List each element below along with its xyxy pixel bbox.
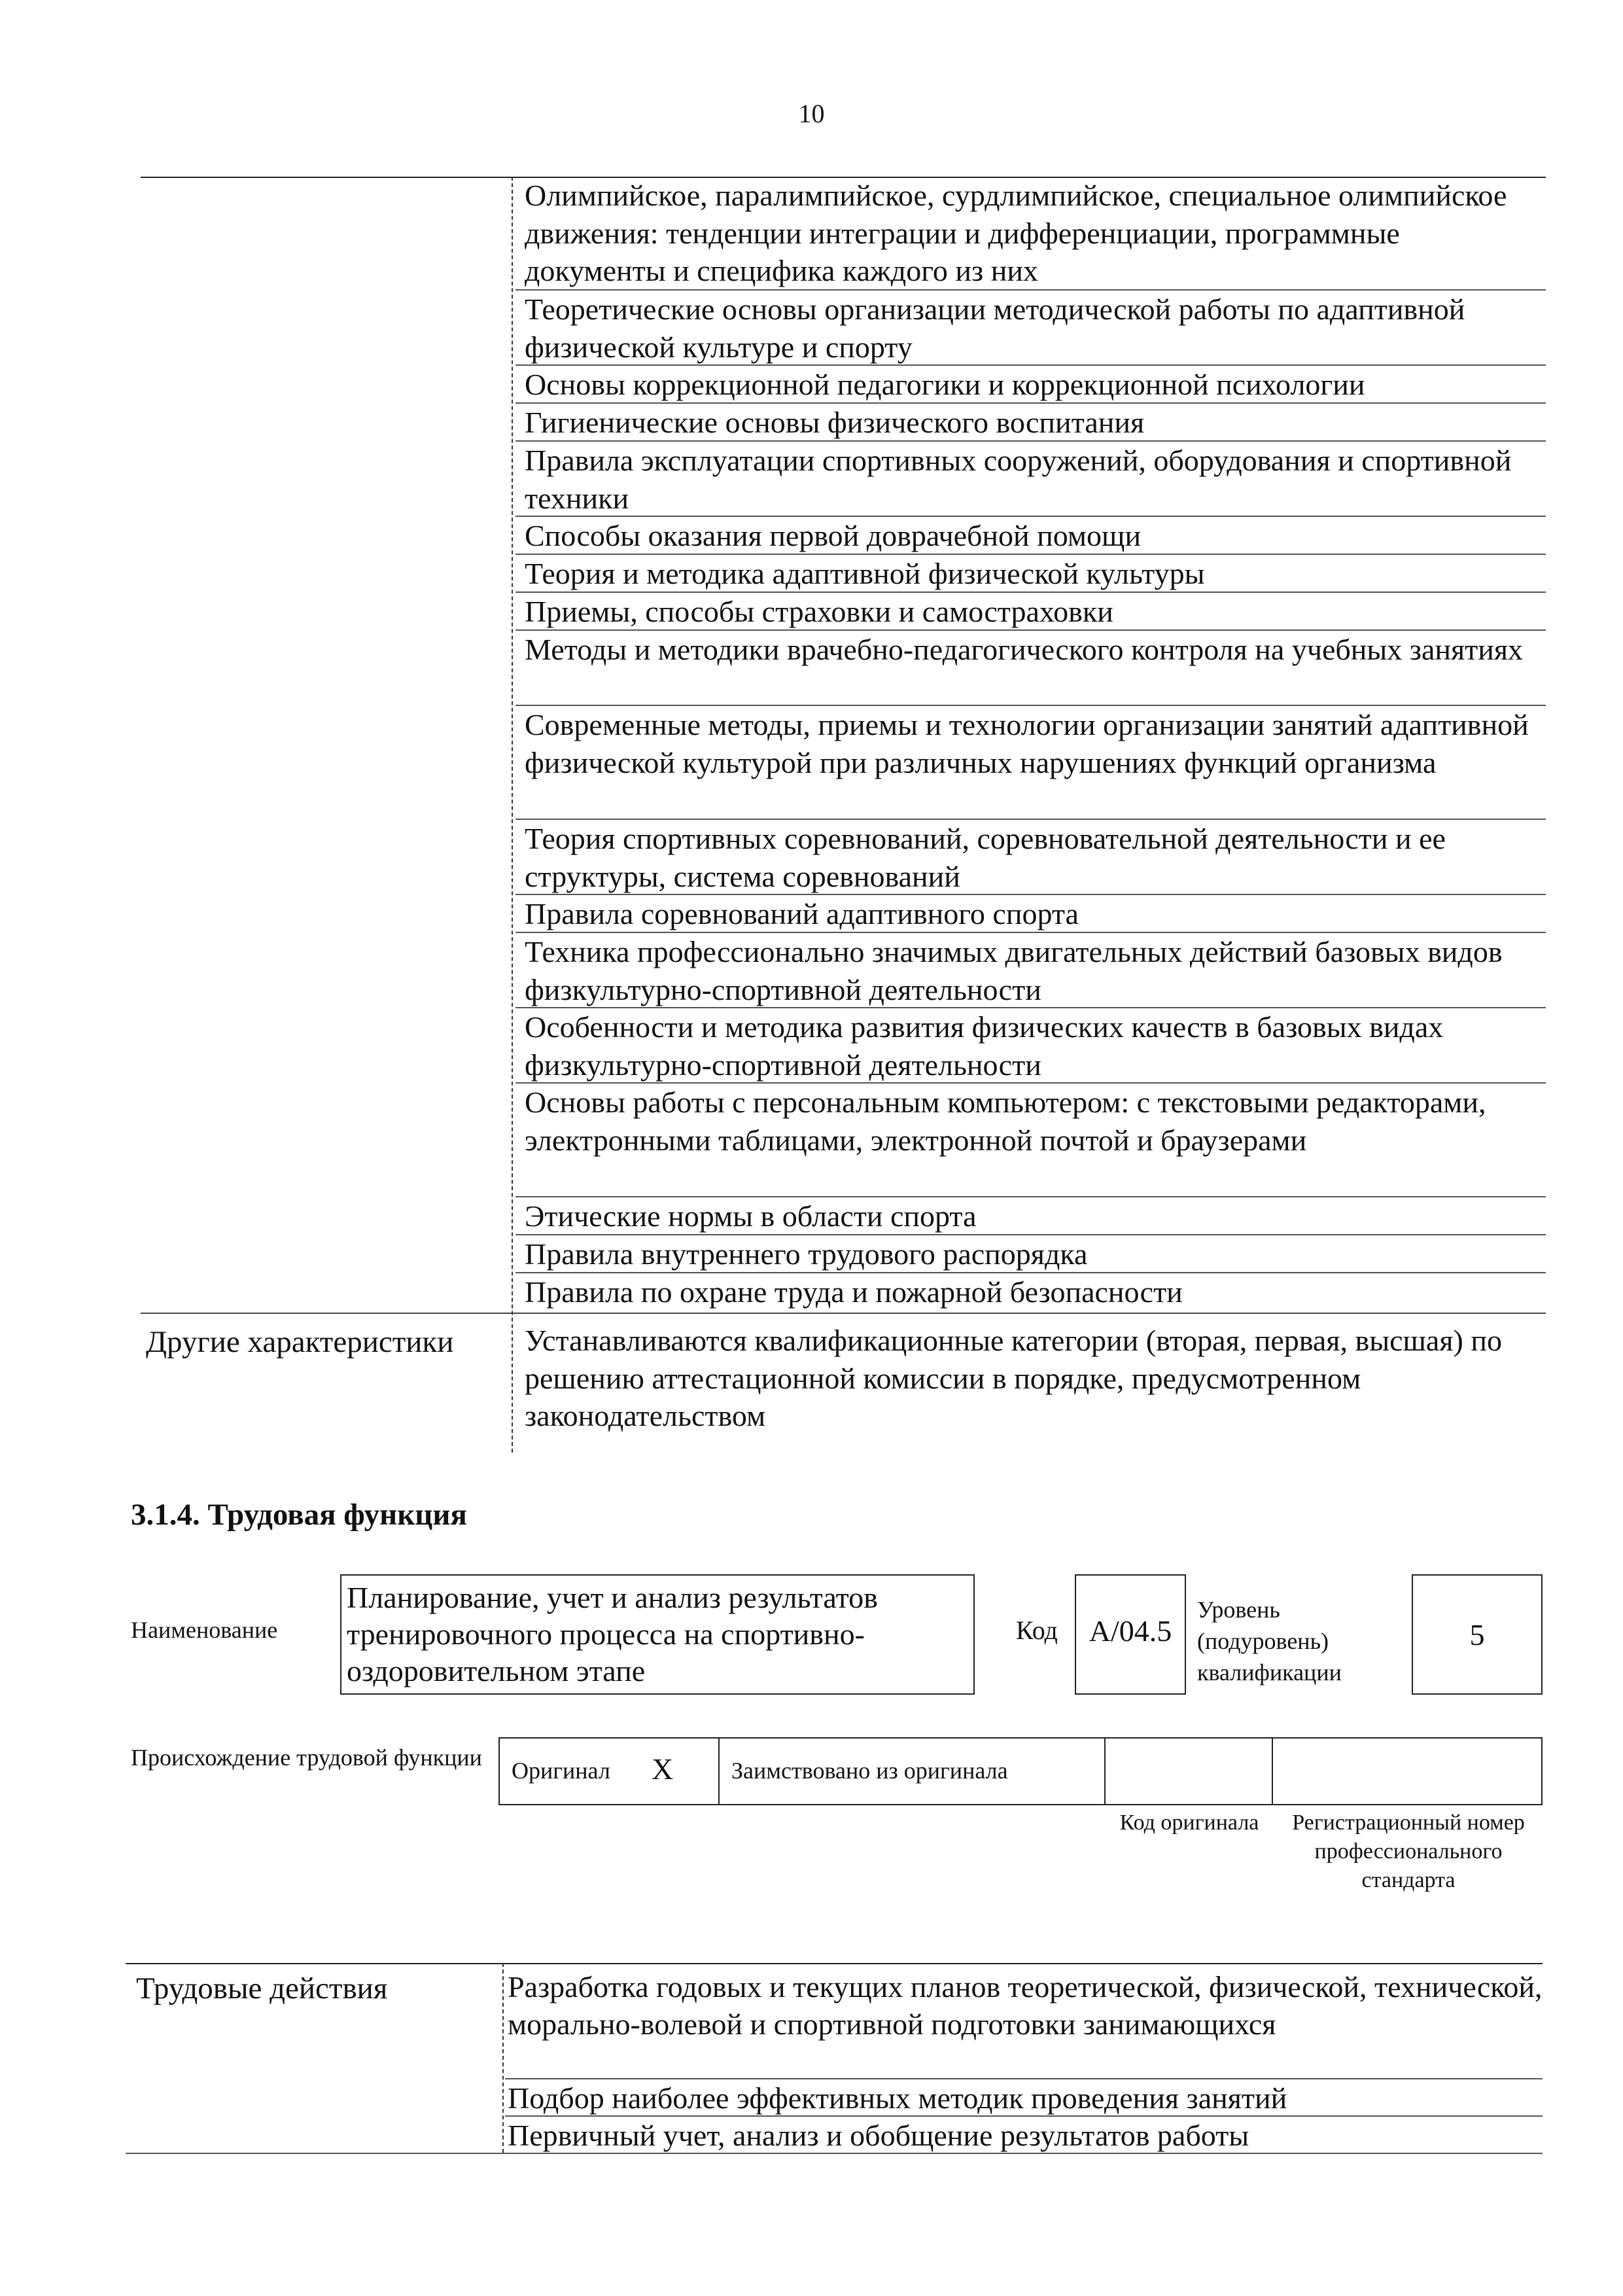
table-top-rule (126, 1963, 1543, 1964)
knowledge-item: Современные методы, приемы и технологии организации занятий адаптивной физической культурой при различных нарушениях функций организма (515, 706, 1546, 820)
original-label: Оригинал (512, 1757, 610, 1784)
name-value: Планирование, учет и анализ результатов тренировочного процесса на спортивно-оздоровительном этапе (340, 1574, 975, 1695)
original-code-cell (1106, 1739, 1273, 1804)
origin-label: Происхождение трудовой функции (131, 1744, 482, 1771)
other-characteristics-text: Устанавливаются квалификационные категории (вторая, первая, высшая) по решению аттестационной комиссии в порядке, предусмотренном законодательством (525, 1324, 1502, 1432)
borrowed-label: Заимствовано из оригинала (731, 1757, 1008, 1784)
level-value: 5 (1412, 1574, 1543, 1695)
caption-original-code: Код оригинала (1119, 1810, 1259, 1835)
section-title: 3.1.4. Трудовая функция (131, 1498, 467, 1532)
code-value: А/04.5 (1075, 1574, 1186, 1695)
labor-action-item: Разработка годовых и текущих планов теоретической, физической, технической, морально-волевой и спортивной подготовки занимающихся (505, 1968, 1543, 2079)
knowledge-item: Теория и методика адаптивной физической культуры (515, 555, 1546, 593)
origin-row (498, 1737, 1543, 1805)
caption-registration-number: Регистрационный номер профессионального стандарта (1292, 1810, 1525, 1892)
labor-action-item: Первичный учет, анализ и обобщение результатов работы (508, 2119, 1249, 2152)
original-mark: X (652, 1752, 674, 1786)
knowledge-item: Способы оказания первой доврачебной помощи (515, 517, 1546, 555)
knowledge-item: Методы и методики врачебно-педагогического контроля на учебных занятиях (515, 631, 1546, 706)
table-bottom-rule (126, 2153, 1543, 2154)
knowledge-item: Приемы, способы страховки и самостраховки (515, 593, 1546, 631)
level-label: Уровень (подуровень) квалификации (1197, 1597, 1342, 1686)
knowledge-item: Теория спортивных соревнований, соревновательной деятельности и ее структуры, система соревнований (515, 820, 1546, 895)
knowledge-item: Этические нормы в области спорта (515, 1197, 1546, 1235)
knowledge-item: Техника профессионально значимых двигательных действий базовых видов физкультурно-спортивной деятельности (515, 933, 1546, 1008)
knowledge-item: Теоретические основы организации методической работы по адаптивной физической культуре и спорту (515, 291, 1546, 366)
knowledge-item: Правила соревнований адаптивного спорта (515, 895, 1546, 933)
labor-action-item: Подбор наиболее эффективных методик проведения занятий (505, 2079, 1543, 2117)
knowledge-item: Правила по охране труда и пожарной безопасности (525, 1275, 1183, 1309)
knowledge-item: Основы коррекционной педагогики и коррекционной психологии (515, 366, 1546, 404)
knowledge-item: Правила эксплуатации спортивных сооружений, оборудования и спортивной техники (515, 442, 1546, 517)
knowledge-item: Гигиенические основы физического воспитания (515, 404, 1546, 442)
column-divider (512, 177, 513, 1453)
knowledge-item: Основы работы с персональным компьютером: с текстовыми редакторами, электронными таблицами, электронной почтой и браузерами (515, 1084, 1546, 1197)
name-label: Наименование (131, 1617, 278, 1643)
page-number: 10 (798, 99, 825, 128)
column-divider (502, 1963, 504, 2153)
origin-original-cell (500, 1739, 720, 1804)
knowledge-item: Правила внутреннего трудового распорядка (515, 1235, 1546, 1273)
knowledge-item: Особенности и методика развития физических качеств в базовых видах физкультурно-спортивной деятельности (515, 1008, 1546, 1084)
registration-number-cell (1273, 1739, 1541, 1804)
labor-actions-label: Трудовые действия (136, 1971, 388, 2005)
knowledge-item: Олимпийское, паралимпийское, сурдлимпийское, специальное олимпийское движения: тенденции интеграции и дифференциации, программные документы и специфика каждого из них (515, 177, 1546, 291)
other-characteristics-label: Другие характеристики (146, 1325, 454, 1359)
origin-borrowed-cell (720, 1739, 1106, 1804)
code-label: Код (1016, 1616, 1058, 1645)
